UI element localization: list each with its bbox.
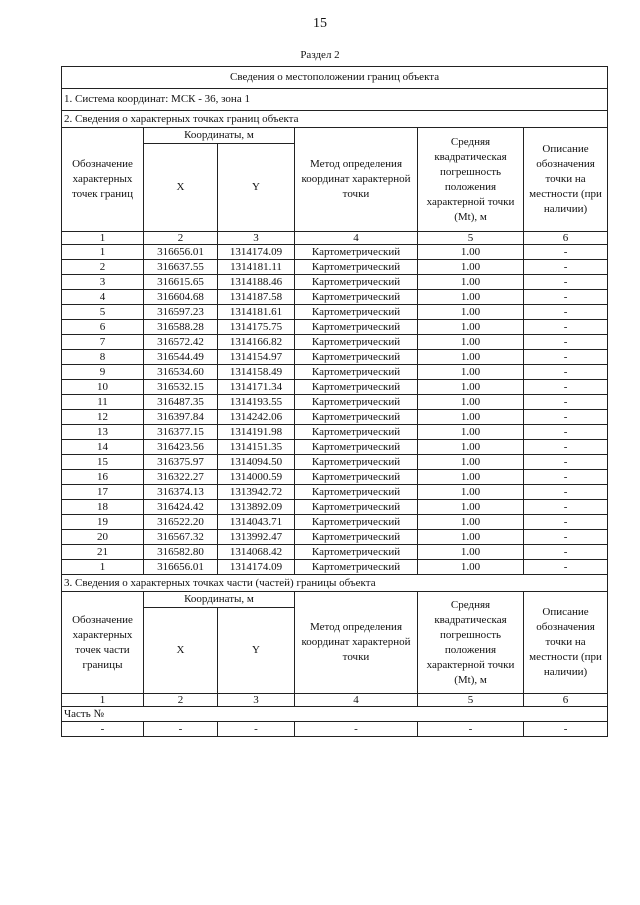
table-cell: 316597.23: [144, 305, 218, 320]
column-number: 4: [295, 232, 418, 245]
table-cell: -: [524, 245, 608, 260]
table-cell: 19: [62, 515, 144, 530]
table-cell: 1314171.34: [218, 380, 295, 395]
table-cell: 1314174.09: [218, 560, 295, 575]
table-cell: 316375.97: [144, 455, 218, 470]
column-number: 5: [418, 232, 524, 245]
column-number: 5: [418, 694, 524, 707]
table-cell: Картометрический: [295, 485, 418, 500]
header-y: Y: [218, 144, 295, 232]
table-cell: -: [524, 455, 608, 470]
coord-system: 1. Система координат: МСК - 36, зона 1: [62, 89, 608, 111]
column-number: 2: [144, 694, 218, 707]
table-cell: 1.00: [418, 365, 524, 380]
table-cell: 1314166.82: [218, 335, 295, 350]
table-cell: Картометрический: [295, 395, 418, 410]
table-cell: 316522.20: [144, 515, 218, 530]
table-cell: -: [524, 530, 608, 545]
column-number: 3: [218, 232, 295, 245]
header-error: Средняя квадратическая погрешность положения характерной точки (Mt), м: [418, 128, 524, 232]
table-cell: 1.00: [418, 245, 524, 260]
table-cell: 10: [62, 380, 144, 395]
table-row: [62, 440, 608, 455]
header-designation-part: Обозначение характерных точек части границы: [62, 592, 144, 694]
header-x-part: X: [144, 608, 218, 694]
header-error-part: Средняя квадратическая погрешность положения характерной точки (Mt), м: [418, 592, 524, 694]
table-cell: Картометрический: [295, 440, 418, 455]
table-cell: -: [524, 320, 608, 335]
table-cell: 8: [62, 350, 144, 365]
table-cell: 9: [62, 365, 144, 380]
column-number: 6: [524, 232, 608, 245]
table-row: [62, 485, 608, 500]
table-row: [62, 545, 608, 560]
table-cell: 1313942.72: [218, 485, 295, 500]
table-row: [62, 245, 608, 260]
table-cell: Картометрический: [295, 275, 418, 290]
table-cell: Картометрический: [295, 380, 418, 395]
table-cell: 316487.35: [144, 395, 218, 410]
part-label: Часть №: [62, 707, 608, 722]
table-cell: Картометрический: [295, 335, 418, 350]
table-cell: Картометрический: [295, 350, 418, 365]
section-label: Раздел 2: [300, 49, 340, 61]
table-cell: 18: [62, 500, 144, 515]
table-cell: 316567.32: [144, 530, 218, 545]
table-cell: 1314193.55: [218, 395, 295, 410]
table-cell: Картометрический: [295, 245, 418, 260]
column-number: 1: [62, 694, 144, 707]
table-cell: -: [144, 722, 218, 737]
table-cell: 1.00: [418, 350, 524, 365]
table-cell: -: [524, 410, 608, 425]
column-number: 4: [295, 694, 418, 707]
table-cell: 1313892.09: [218, 500, 295, 515]
table-cell: 1.00: [418, 320, 524, 335]
table-row: [62, 560, 608, 575]
table-cell: 12: [62, 410, 144, 425]
table-cell: Картометрический: [295, 455, 418, 470]
table-cell: 316588.28: [144, 320, 218, 335]
table-cell: 1.00: [418, 545, 524, 560]
table-cell: Картометрический: [295, 410, 418, 425]
table-cell: -: [524, 425, 608, 440]
table-cell: -: [295, 722, 418, 737]
table-cell: 316377.15: [144, 425, 218, 440]
table-row: [62, 455, 608, 470]
table-cell: 1.00: [418, 410, 524, 425]
table-cell: 1: [62, 560, 144, 575]
table-cell: 1314175.75: [218, 320, 295, 335]
table-cell: -: [524, 260, 608, 275]
column-number: 2: [144, 232, 218, 245]
table-cell: 1314181.61: [218, 305, 295, 320]
table-cell: -: [524, 290, 608, 305]
table-cell: 16: [62, 470, 144, 485]
table-row: [62, 380, 608, 395]
table-cell: 13: [62, 425, 144, 440]
table-cell: 316637.55: [144, 260, 218, 275]
table-row: [62, 290, 608, 305]
table-cell: -: [218, 722, 295, 737]
table-row: [62, 470, 608, 485]
table-cell: 15: [62, 455, 144, 470]
table-cell: -: [524, 485, 608, 500]
table-cell: -: [524, 365, 608, 380]
table-row: [62, 350, 608, 365]
table-cell: 316397.84: [144, 410, 218, 425]
table-cell: 316615.65: [144, 275, 218, 290]
table-cell: 1314094.50: [218, 455, 295, 470]
table-cell: 1314158.49: [218, 365, 295, 380]
table-cell: 1.00: [418, 335, 524, 350]
table-cell: 316544.49: [144, 350, 218, 365]
table-cell: 1.00: [418, 275, 524, 290]
table-cell: 14: [62, 440, 144, 455]
table-title: Сведения о местоположении границ объекта: [62, 67, 608, 89]
table-cell: -: [62, 722, 144, 737]
table-cell: 1.00: [418, 500, 524, 515]
table-cell: 1.00: [418, 560, 524, 575]
table-cell: Картометрический: [295, 545, 418, 560]
table-cell: 316374.13: [144, 485, 218, 500]
page-number: 15: [313, 16, 327, 31]
table-cell: Картометрический: [295, 425, 418, 440]
table-row: [62, 305, 608, 320]
table-cell: 1314068.42: [218, 545, 295, 560]
table-cell: Картометрический: [295, 470, 418, 485]
table-cell: -: [524, 560, 608, 575]
table-cell: 1314000.59: [218, 470, 295, 485]
table-cell: -: [524, 305, 608, 320]
table-cell: -: [524, 500, 608, 515]
table-cell: 1.00: [418, 515, 524, 530]
column-number: 1: [62, 232, 144, 245]
table-cell: -: [524, 380, 608, 395]
table-cell: 1.00: [418, 440, 524, 455]
table-cell: 1.00: [418, 485, 524, 500]
section3-title: 3. Сведения о характерных точках части (частей) границы объекта: [62, 575, 608, 592]
table-row: [62, 530, 608, 545]
table-cell: 11: [62, 395, 144, 410]
table-row: [62, 425, 608, 440]
table-cell: -: [524, 275, 608, 290]
header-description: Описание обозначения точки на местности (при наличии): [524, 128, 608, 232]
table-row: [62, 410, 608, 425]
header-x: X: [144, 144, 218, 232]
table-cell: -: [524, 395, 608, 410]
header-coords: Координаты, м: [144, 128, 295, 144]
column-numbers-row: [62, 232, 608, 245]
part-empty-row: [62, 722, 608, 737]
table-cell: 316322.27: [144, 470, 218, 485]
table-cell: 1314151.35: [218, 440, 295, 455]
table-cell: -: [524, 722, 608, 737]
table-row: [62, 500, 608, 515]
table-cell: 1314191.98: [218, 425, 295, 440]
table-cell: 1314181.11: [218, 260, 295, 275]
boundary-table: [61, 66, 608, 737]
table-cell: Картометрический: [295, 260, 418, 275]
section2-title: 2. Сведения о характерных точках границ объекта: [62, 111, 608, 128]
table-cell: Картометрический: [295, 500, 418, 515]
table-cell: Картометрический: [295, 365, 418, 380]
table-cell: 2: [62, 260, 144, 275]
table-row: [62, 275, 608, 290]
table-cell: 1.00: [418, 470, 524, 485]
table-cell: 1.00: [418, 305, 524, 320]
table-row: [62, 365, 608, 380]
table-row: [62, 515, 608, 530]
table-cell: 1.00: [418, 455, 524, 470]
column-number: 6: [524, 694, 608, 707]
table-cell: 7: [62, 335, 144, 350]
table-cell: -: [524, 440, 608, 455]
table-cell: 316604.68: [144, 290, 218, 305]
table-cell: 5: [62, 305, 144, 320]
table-cell: 1314187.58: [218, 290, 295, 305]
table-cell: -: [524, 515, 608, 530]
table-cell: 316582.80: [144, 545, 218, 560]
table-cell: 1: [62, 245, 144, 260]
table-cell: 316424.42: [144, 500, 218, 515]
table-row: [62, 395, 608, 410]
header-method: Метод определения координат характерной точки: [295, 128, 418, 232]
table-cell: Картометрический: [295, 515, 418, 530]
column-numbers-row: [62, 694, 608, 707]
table-cell: 17: [62, 485, 144, 500]
table-cell: 316572.42: [144, 335, 218, 350]
table-cell: 1314188.46: [218, 275, 295, 290]
table-cell: -: [524, 335, 608, 350]
table-row: [62, 260, 608, 275]
header-method-part: Метод определения координат характерной точки: [295, 592, 418, 694]
table-cell: 1.00: [418, 530, 524, 545]
table-cell: Картометрический: [295, 530, 418, 545]
table-cell: 1.00: [418, 425, 524, 440]
table-cell: 1314043.71: [218, 515, 295, 530]
header-designation: Обозначение характерных точек границ: [62, 128, 144, 232]
table-cell: 1314242.06: [218, 410, 295, 425]
table-cell: 1313992.47: [218, 530, 295, 545]
table-cell: -: [524, 545, 608, 560]
table-cell: 20: [62, 530, 144, 545]
column-number: 3: [218, 694, 295, 707]
table-cell: 1314154.97: [218, 350, 295, 365]
table-cell: 4: [62, 290, 144, 305]
table-cell: -: [418, 722, 524, 737]
table-cell: -: [524, 350, 608, 365]
table-cell: Картометрический: [295, 320, 418, 335]
table-cell: 1.00: [418, 290, 524, 305]
table-cell: -: [524, 470, 608, 485]
table-cell: 1.00: [418, 380, 524, 395]
table-cell: Картометрический: [295, 305, 418, 320]
table-cell: Картометрический: [295, 290, 418, 305]
header-description-part: Описание обозначения точки на местности (при наличии): [524, 592, 608, 694]
table-cell: 316534.60: [144, 365, 218, 380]
table-cell: 1.00: [418, 395, 524, 410]
table-cell: 6: [62, 320, 144, 335]
table-cell: 1.00: [418, 260, 524, 275]
table-row: [62, 335, 608, 350]
header-coords-part: Координаты, м: [144, 592, 295, 608]
table-row: [62, 320, 608, 335]
table-cell: 1314174.09: [218, 245, 295, 260]
table-cell: 316656.01: [144, 245, 218, 260]
table-cell: Картометрический: [295, 560, 418, 575]
table-cell: 316423.56: [144, 440, 218, 455]
table-cell: 21: [62, 545, 144, 560]
table-cell: 3: [62, 275, 144, 290]
header-y-part: Y: [218, 608, 295, 694]
table-cell: 316656.01: [144, 560, 218, 575]
table-cell: 316532.15: [144, 380, 218, 395]
